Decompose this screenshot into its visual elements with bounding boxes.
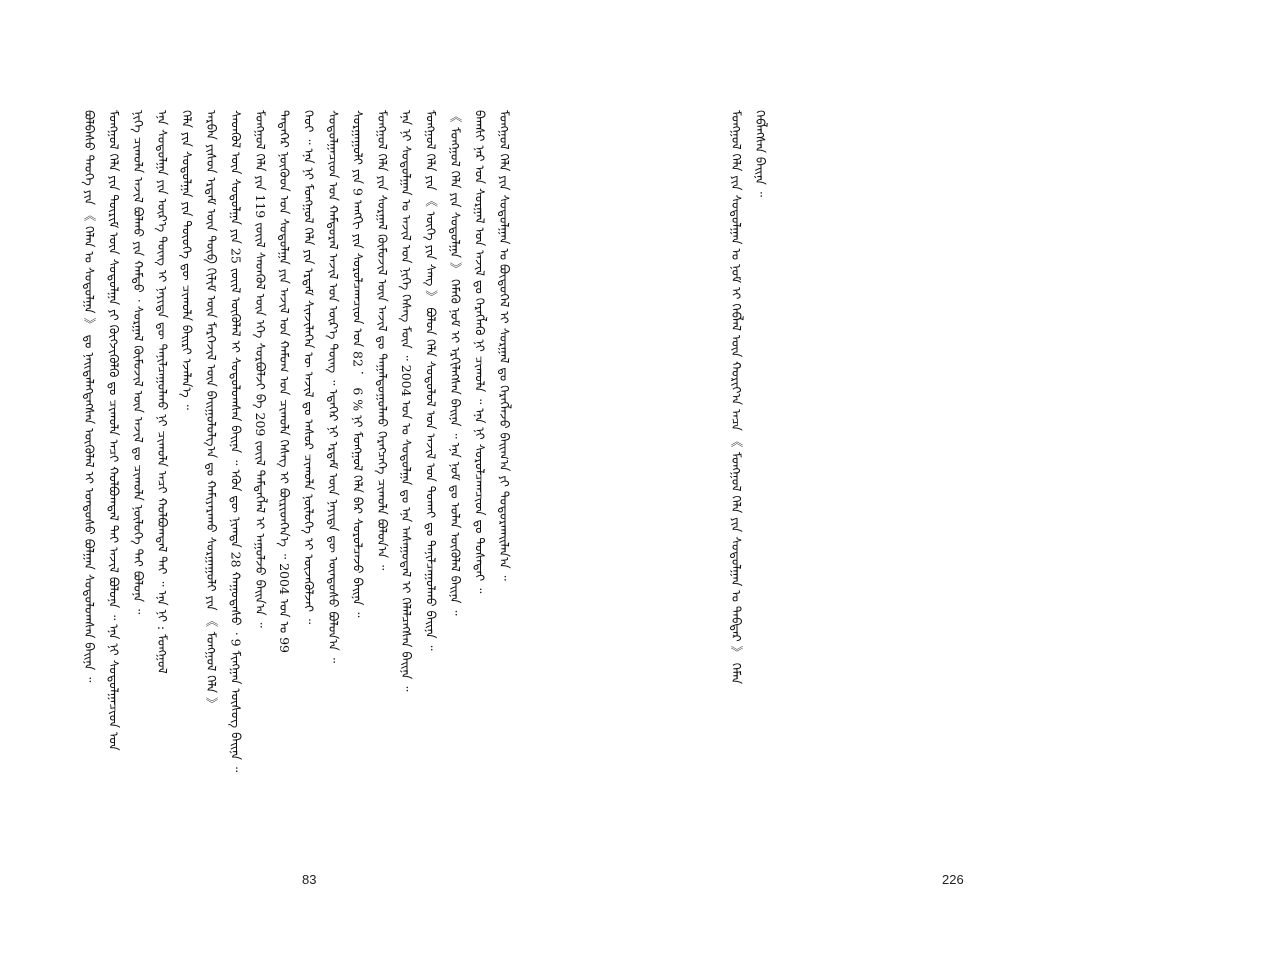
right-text-block [727,110,787,865]
page-number: 226 [942,872,964,887]
left-text-block [80,110,540,865]
text-line: ᠪᠣᠯᠪᠠᠰᠤ ᠲᠡᠦᠬᠡ ᠶᠢᠨ 《 ᠬᠡᠯᠡᠨ ᠤ ᠰᠤᠳᠤᠯᠭᠠ 》 ᠳᠤ ᠨᠡᠢᠲᠡᠯᠡᠭᠳᠡᠭᠰᠡᠨ ᠦᠭᠦᠯᠡᠯ ᠢ ᠤᠨᠳᠤᠰᠤ ᠪᠣᠯᠭᠠᠨ ᠰᠤᠳᠤᠯᠤᠭᠰᠠᠨ ᠪᠠᠢᠨᠠ ᠃ [82,110,97,683]
right-page [632,0,1265,978]
page-number: 83 [302,872,317,887]
text-line: ᠰᠤᠳᠤᠯᠭᠠᠴᠢᠳ ᠤᠨ ᠬᠠᠮᠲᠤᠷᠠᠯ ᠠᠵᠢᠯ ᠤᠨ ᠦᠷ᠎ᠡ ᠳᠦᠩ ᠃ ᠡᠳᠡᠭᠡᠷ ᠨᠢ ᠡᠷᠳᠡᠮ ᠦᠨ ᠨᠡᠶᠢᠲᠡ ᠳᠦ ᠦᠨᠳᠦᠰᠦ ᠪᠣᠯᠤᠨ᠎ᠠ ᠃ [326,110,341,663]
text-line: ᠬᠡᠦᠢ ᠃ ᠡᠨᠡ ᠨᠢ ᠮᠣᠩᠭᠣᠯ ᠬᠡᠯᠡ ᠶᠢᠨ ᠡᠷᠳᠡᠮ ᠰᠢᠨᠵᠢᠯᠡᠭᠡᠨ ᠦ ᠠᠵᠢᠯ ᠳᠤ ᠠᠰᠤᠷ ᠴᠢᠬᠤᠯᠠ ᠨᠥᠯᠦᠭᠡ ᠢ ᠦᠵᠡᠭᠦᠯᠵᠡᠢ ᠃ [301,110,317,625]
text-line: ᠮᠣᠩᠭᠣᠯ ᠬᠡᠯᠡ ᠶᠢᠨ 《 ᠦᠭᠡ ᠶᠢᠨ ᠰᠠᠩ 》 ᠪᠣᠯᠤᠨ ᠬᠡᠯᠡ ᠰᠤᠳᠤᠯᠤᠯ ᠤᠨ ᠠᠵᠢᠯ ᠤᠨ ᠲᠤᠬᠠᠢ ᠳᠤ ᠲᠠᠨᠢᠯᠴᠠᠭᠤᠯᠬᠤ ᠪᠠᠢᠨᠠ ᠃ [423,110,439,651]
text-line: ᠨᠢᠭᠡ ᠴᠢᠬᠤᠯᠠ ᠠᠵᠢᠯ ᠪᠣᠯᠬᠤ ᠶᠢᠨ ᠬᠠᠮᠲᠤ ᠂ ᠰᠤᠷᠭᠠᠯ ᠬᠦᠮᠦᠵᠢᠯ ᠦᠨ ᠠᠵᠢᠯ ᠳᠤ ᠴᠢᠬᠤᠯᠠ ᠨᠥᠯᠦᠭᠡ ᠲᠠᠢ ᠪᠣᠯᠤᠨᠠ ᠃ [130,110,146,615]
text-line: ᠡᠨᠡ ᠨᠢ ᠰᠤᠳᠤᠯᠭᠠᠨ ᠤ ᠠᠵᠢᠯ ᠤᠨ ᠨᠢᠭᠡ ᠬᠡᠰᠡᠭ ᠮᠥᠨ ᠃ 2004 ᠣᠨ ᠤ ᠰᠤᠳᠤᠯᠭᠠ ᠳᠤ ᠡᠨᠡ ᠠᠰᠠᠭᠤᠳᠠᠯ ᠢ ᠬᠡᠯᠡᠯᠴᠡᠭᠰᠡᠨ ᠪᠠᠢᠨᠠ ᠃ [399,110,415,692]
text-line: ᠮᠣᠩᠭᠣᠯ ᠬᠡᠯᠡ ᠶᠢᠨ ᠰᠤᠳᠤᠯᠭᠠᠨ ᠤ ᠨᠣᠮ ᠢ ᠬᠡᠪᠯᠡᠯ ᠦᠨ ᠬᠣᠷᠢᠶ᠎ᠠ ᠠᠴᠠ 《 ᠮᠣᠩᠭᠣᠯ ᠬᠡᠯᠡ ᠶᠢᠨ ᠰᠤᠳᠤᠯᠭᠠᠨ ᠤ ᠳᠡᠪᠲᠡᠷ 》 ᠬᠡᠮᠡᠨ [729,110,744,685]
text-line: ᠮᠣᠩᠭᠣᠯ ᠬᠡᠯᠡ ᠶᠢᠨ ᠰᠤᠷᠭᠠᠯ ᠬᠦᠮᠦᠵᠢᠯ ᠦᠨ ᠠᠵᠢᠯ ᠳᠤ ᠳᠠᠭᠠᠯᠳᠤᠭᠤᠯᠬᠤ ᠬᠡᠷᠡᠭᠴᠡᠭᠡ ᠴᠢᠬᠤᠯᠠ ᠪᠣᠯᠤᠨ᠎ᠠ ᠃ [374,110,390,571]
text-line: ᠮᠣᠩᠭᠣᠯ ᠬᠡᠯᠡ ᠶᠢᠨ 119 ᠵᠦᠢᠯ ᠰᠡᠳᠬᠦᠯ ᠦᠨ ᠡᠬᠡ ᠰᠤᠷᠪᠤᠯᠵᠢ ᠪᠠ 209 ᠵᠦᠢᠯ ᠲᠡᠮᠳᠡᠭᠯᠡᠯ ᠢ ᠠᠭᠤᠯᠵᠤ ᠪᠠᠢᠨ᠎ᠠ ᠃ [252,110,268,628]
text-line: ᠮᠣᠩᠭᠣᠯ ᠬᠡᠯᠡ ᠶᠢᠨ ᠳᠦᠷᠢᠮ ᠦᠨ ᠰᠤᠳᠤᠯᠭᠠ ᠶᠢ ᠬᠥᠭᠵᠢᠭᠦᠯᠬᠦ ᠳᠤ ᠴᠢᠬᠤᠯᠠ ᠠᠴᠢ ᠬᠣᠯᠪᠣᠭᠳᠠᠯ ᠲᠠᠢ ᠠᠵᠢᠯ ᠪᠣᠯᠤᠨᠠ ᠃ ᠡᠨᠡ ᠨᠢ ᠰᠤᠳᠤᠯᠭᠠᠴᠢᠳ ᠤᠨ [106,110,122,751]
text-line: ᠲᠡᠳᠡᠭᠡᠷ ᠨᠦᠭᠦᠳ ᠤᠨ ᠰᠤᠳᠤᠯᠭᠠ ᠶᠢᠨ ᠠᠵᠢᠯ ᠤᠨ ᠬᠠᠮᠤᠭ ᠤᠨ ᠴᠢᠬᠤᠯᠠ ᠬᠡᠰᠡᠭ ᠢ ᠪᠦᠷᠢᠳᠬᠡᠨ᠎ᠡ ᠃ 2004 ᠣᠨ ᠤ 99 [277,110,293,654]
text-line: 《 ᠮᠣᠩᠭᠣᠯ ᠬᠡᠯᠡ ᠶᠢᠨ ᠰᠤᠳᠤᠯᠭᠠ 》 ᠬᠡᠮᠡᠬᠦ ᠨᠣᠮ ᠢ ᠡᠷᠬᠢᠯᠡᠭᠰᠡᠨ ᠪᠠᠢᠨᠠ ᠃ ᠡᠨᠡ ᠨᠣᠮ ᠳᠤ ᠣᠯᠠᠨ ᠦᠭᠦᠯᠡᠯ ᠪᠠᠢᠨᠠ ᠃ [448,110,463,616]
text-line: ᠠᠷᠪᠠᠨ ᠶᠢᠰᠦᠨ ᠡᠷᠳᠡᠮ ᠦᠨ ᠲᠦᠪ ᠬᠢᠯᠢᠮ ᠦᠨ ᠮᠡᠷᠭᠡᠵᠢᠯ ᠦᠨ ᠪᠠᠢᠭᠤᠯᠤᠯᠭ᠎ᠠ ᠳᠤ ᠬᠠᠮᠢᠶᠠᠷᠠᠬᠤ ᠰᠤᠷᠭᠠᠭᠤᠯᠢ ᠶᠢᠨ 《 ᠮᠣᠩᠭᠣᠯ ᠬᠡᠯᠡ 》 [204,110,219,710]
text-line: ᠬᠡᠪᠯᠡᠭᠰᠡᠨ ᠪᠠᠢᠨᠠ ᠃ [753,110,768,197]
left-page [0,0,632,978]
text-line: ᠰᠡᠳᠬᠦᠯ ᠦᠨ ᠰᠤᠳᠤᠯᠭᠠ ᠶᠢᠨ 25 ᠵᠦᠢᠯ ᠦᠭᠦᠯᠡᠯ ᠢ ᠰᠤᠳᠤᠯᠤᠭᠰᠠᠨ ᠪᠠᠢᠨᠠ ᠃ ᠡᠭᠦᠨ ᠳᠦ ᠨᠢᠭᠲᠠ 28 ᠬᠠᠭᠤᠳᠠᠰᠤ ᠂ 9 ᠮᠢᠩᠭᠠᠨ ᠦᠰᠦᠭ ᠪᠠᠢᠨᠠ ᠃ [228,110,244,773]
text-line: ᠮᠣᠩᠭᠣᠯ ᠬᠡᠯᠡ ᠶᠢᠨ ᠰᠤᠳᠤᠯᠭᠠᠨ ᠤ ᠪᠦᠲᠦᠭᠡᠯ ᠢ ᠰᠤᠷᠭᠠᠯ ᠳᠤ ᠬᠡᠷᠡᠭᠯᠡᠵᠦ ᠪᠠᠢᠭ᠎ᠠ ᠶᠢ ᠲᠣᠳᠣᠷᠬᠠᠢᠯᠠᠨ᠎ᠠ ᠃ [496,110,512,581]
text-line: ᠪᠠᠭᠰᠢ ᠨᠠᠷ ᠤᠨ ᠰᠤᠷᠭᠠᠯ ᠤᠨ ᠠᠵᠢᠯ ᠳᠤ ᠬᠡᠷᠡᠭᠯᠡᠬᠦ ᠨᠢ ᠴᠢᠬᠤᠯᠠ ᠃ ᠡᠨᠡ ᠨᠢ ᠰᠤᠷᠤᠯᠴᠠᠭᠴᠢᠳ ᠳᠤ ᠲᠤᠰᠠᠲᠠᠢ ᠃ [472,110,488,594]
text-line: ᠰᠤᠷᠭᠠᠭᠤᠯᠢ ᠶᠢᠨ 9 ᠠᠩᠭᠢ ᠶᠢᠨ ᠰᠤᠷᠤᠯᠴᠠᠭᠴᠢᠳ ᠤᠨ 82 ． 6 % ᠨᠢ ᠮᠣᠩᠭᠣᠯ ᠬᠡᠯᠡ ᠪᠡᠷ ᠰᠤᠷᠤᠯᠴᠠᠵᠤ ᠪᠠᠢᠨᠠ ᠃ [350,110,366,618]
text-line: ᠬᠡᠯᠡ ᠶᠢᠨ ᠰᠤᠳᠤᠯᠭᠠ ᠶᠢᠨ ᠲᠦᠦᠬᠡ ᠳᠦ ᠴᠢᠬᠤᠯᠠ ᠪᠠᠢᠷᠢ ᠡᠵᠡᠯᠡᠨ᠎ᠡ ᠃ [179,110,195,410]
text-line: ᠡᠨᠡ ᠰᠤᠳᠤᠯᠭᠠ ᠶᠢᠨ ᠦᠷ᠎ᠡ ᠳᠦᠩ ᠢ ᠨᠡᠶᠢᠲᠡ ᠳᠦ ᠲᠠᠨᠢᠯᠴᠠᠭᠤᠯᠬᠤ ᠨᠢ ᠴᠢᠬᠤᠯᠠ ᠠᠴᠢ ᠬᠣᠯᠪᠣᠭᠳᠠᠯ ᠲᠠᠢ ᠃ ᠡᠨᠡ ᠨᠢ : ᠮᠣᠩᠭᠣᠯ [155,110,171,674]
